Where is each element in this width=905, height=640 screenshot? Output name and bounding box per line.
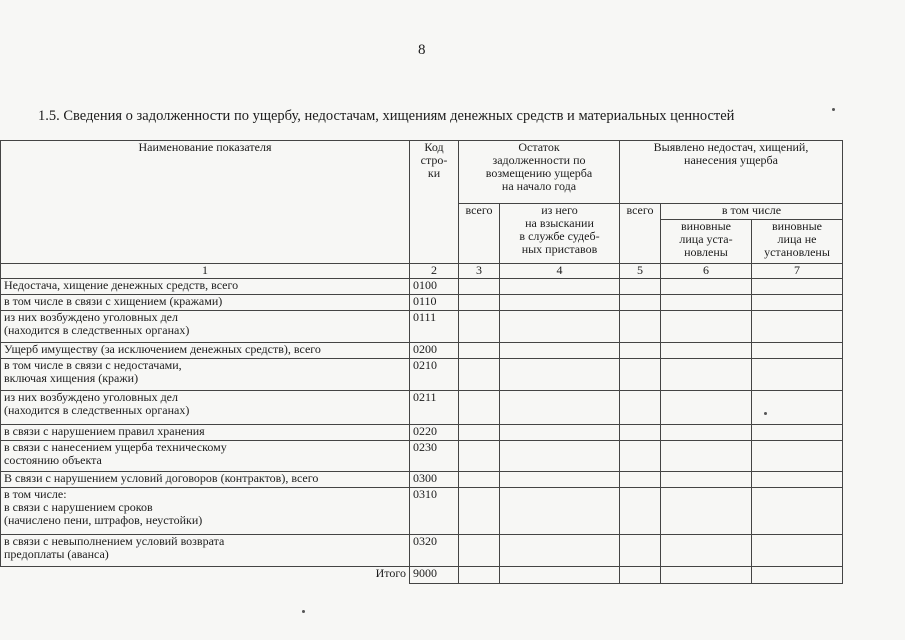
header-balance-total: всего xyxy=(459,204,500,264)
empty-cell xyxy=(500,391,620,425)
empty-cell xyxy=(661,279,752,295)
table-row xyxy=(1,441,843,472)
empty-cell xyxy=(661,391,752,425)
column-number: 4 xyxy=(500,264,620,279)
empty-cell xyxy=(661,343,752,359)
row-code: 0111 xyxy=(410,311,459,343)
table-row xyxy=(1,472,843,488)
empty-cell xyxy=(620,391,661,425)
column-number: 3 xyxy=(459,264,500,279)
header-detected-total: всего xyxy=(620,204,661,264)
table-row xyxy=(1,279,843,295)
table-row xyxy=(1,425,843,441)
total-row xyxy=(1,567,843,584)
row-code: 0100 xyxy=(410,279,459,295)
row-code: 0320 xyxy=(410,535,459,567)
empty-cell xyxy=(752,311,843,343)
empty-cell xyxy=(500,279,620,295)
empty-cell xyxy=(661,359,752,391)
empty-cell xyxy=(752,279,843,295)
row-label: в связи с невыполнением условий возврата предоплаты (аванса) xyxy=(1,535,410,567)
empty-cell xyxy=(661,425,752,441)
header-including: в том числе xyxy=(661,204,843,220)
empty-cell xyxy=(620,535,661,567)
empty-cell xyxy=(500,343,620,359)
row-label: в связи с нарушением правил хранения xyxy=(1,425,410,441)
header-culprits-identified: виновные лица уста- новлены xyxy=(661,220,752,264)
column-number: 6 xyxy=(661,264,752,279)
row-label: Ущерб имуществу (за исключением денежных средств), всего xyxy=(1,343,410,359)
header-line-code: Код стро- ки xyxy=(410,141,459,264)
empty-cell xyxy=(459,295,500,311)
empty-cell xyxy=(752,441,843,472)
empty-cell xyxy=(620,295,661,311)
empty-cell xyxy=(500,441,620,472)
empty-cell xyxy=(500,488,620,535)
table-row xyxy=(1,391,843,425)
empty-cell xyxy=(500,311,620,343)
empty-cell xyxy=(752,425,843,441)
empty-cell xyxy=(500,425,620,441)
empty-cell xyxy=(752,391,843,425)
row-code: 0300 xyxy=(410,472,459,488)
column-number: 7 xyxy=(752,264,843,279)
empty-cell xyxy=(661,567,752,584)
row-label: из них возбуждено уголовных дел (находится в следственных органах) xyxy=(1,391,410,425)
table-row xyxy=(1,311,843,343)
empty-cell xyxy=(459,359,500,391)
total-code: 9000 xyxy=(410,567,459,584)
empty-cell xyxy=(620,359,661,391)
empty-cell xyxy=(661,295,752,311)
empty-cell xyxy=(752,488,843,535)
row-code: 0310 xyxy=(410,488,459,535)
row-code: 0220 xyxy=(410,425,459,441)
empty-cell xyxy=(500,535,620,567)
empty-cell xyxy=(752,535,843,567)
row-code: 0210 xyxy=(410,359,459,391)
empty-cell xyxy=(459,535,500,567)
empty-cell xyxy=(661,535,752,567)
speck-mark xyxy=(832,108,835,111)
column-number: 2 xyxy=(410,264,459,279)
empty-cell xyxy=(752,359,843,391)
empty-cell xyxy=(620,425,661,441)
empty-cell xyxy=(500,359,620,391)
row-code: 0200 xyxy=(410,343,459,359)
empty-cell xyxy=(752,567,843,584)
table-row xyxy=(1,295,843,311)
header-of-which-bailiffs: из него на взыскании в службе судеб- ных приставов xyxy=(500,204,620,264)
header-detected-shortages: Выявлено недостач, хищений, нанесения ущерба xyxy=(620,141,843,204)
empty-cell xyxy=(661,488,752,535)
row-label: в том числе в связи с недостачами, включая хищения (кражи) xyxy=(1,359,410,391)
empty-cell xyxy=(459,279,500,295)
empty-cell xyxy=(661,311,752,343)
header-culprits-not-identified: виновные лица не установлены xyxy=(752,220,843,264)
row-label: В связи с нарушением условий договоров (контрактов), всего xyxy=(1,472,410,488)
empty-cell xyxy=(459,343,500,359)
empty-cell xyxy=(620,311,661,343)
empty-cell xyxy=(752,343,843,359)
header-balance-start-year: Остаток задолженности по возмещению ущерба на начало года xyxy=(459,141,620,204)
page-number: 8 xyxy=(418,42,426,58)
debt-report-table xyxy=(0,140,843,584)
empty-cell xyxy=(459,311,500,343)
speck-mark xyxy=(302,610,305,613)
empty-cell xyxy=(620,279,661,295)
row-label: в том числе в связи с хищением (кражами) xyxy=(1,295,410,311)
empty-cell xyxy=(500,567,620,584)
column-number: 1 xyxy=(1,264,410,279)
empty-cell xyxy=(459,441,500,472)
empty-cell xyxy=(459,567,500,584)
empty-cell xyxy=(459,488,500,535)
empty-cell xyxy=(661,441,752,472)
empty-cell xyxy=(500,472,620,488)
column-number: 5 xyxy=(620,264,661,279)
empty-cell xyxy=(459,425,500,441)
table-row xyxy=(1,535,843,567)
row-code: 0230 xyxy=(410,441,459,472)
empty-cell xyxy=(459,472,500,488)
empty-cell xyxy=(620,441,661,472)
row-label: в том числе: в связи с нарушением сроков (начислено пени, штрафов, неустойки) xyxy=(1,488,410,535)
empty-cell xyxy=(620,343,661,359)
table-row xyxy=(1,343,843,359)
row-label: из них возбуждено уголовных дел (находится в следственных органах) xyxy=(1,311,410,343)
total-label: Итого xyxy=(1,567,410,584)
empty-cell xyxy=(620,472,661,488)
section-title: 1.5. Сведения о задолженности по ущербу, недостачам, хищениям денежных средств и материальных ценностей xyxy=(38,108,735,124)
empty-cell xyxy=(620,488,661,535)
row-label: в связи с нанесением ущерба техническому состоянию объекта xyxy=(1,441,410,472)
empty-cell xyxy=(459,391,500,425)
empty-cell xyxy=(661,472,752,488)
empty-cell xyxy=(500,295,620,311)
row-code: 0110 xyxy=(410,295,459,311)
row-label: Недостача, хищение денежных средств, всего xyxy=(1,279,410,295)
empty-cell xyxy=(752,472,843,488)
empty-cell xyxy=(620,567,661,584)
table-row xyxy=(1,359,843,391)
table-row xyxy=(1,488,843,535)
empty-cell xyxy=(752,295,843,311)
row-code: 0211 xyxy=(410,391,459,425)
header-indicator-name: Наименование показателя xyxy=(1,141,410,264)
